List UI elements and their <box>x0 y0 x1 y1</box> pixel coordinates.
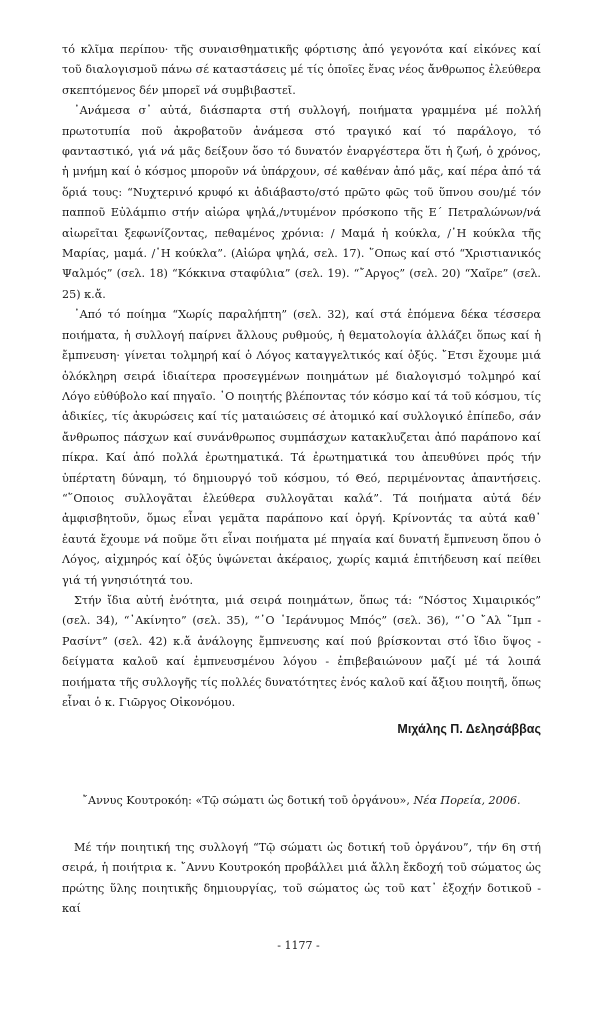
review-journal: Νέα Πορεία, 2006. <box>413 793 521 807</box>
signature: Μιχάλης Π. Δελησάββας <box>397 722 541 737</box>
review-heading <box>62 792 541 810</box>
paragraph-4: Στήν ἴδια αὐτή ἑνότητα, μιά σειρά ποιημάτων, ὅπως τά: “Νόστος Χιμαιρικός” (σελ. 34), “᾿Ακίνητο” (σελ. 35), “῾Ο ῾Ιεράνυμος Μπός” (σελ. 36), “῾Ο ῎Αλ ῞Ιμπ - Ρασίντ” (σελ. 42) κ.ἄ ἀνάλογης ἔμπνευσης καί πού βρίσκονται στό ἴδιο ὕψος - δείγματα καλοῦ καί ἐμπνευσμένου λόγου - ἐπιβεβαιώνουν μαζί μέ τά λοιπά ποιήματα τῆς συλλογῆς τίς πολλές δυνατότητες ἑνός καλοῦ καί ἄξιου ποιητῆ, ὅπως εἶναι ὁ κ. Γιῶργος Οἰκονόμου. <box>62 593 541 709</box>
page-number: - 1177 - <box>277 939 320 952</box>
paragraph-3: ᾿Από τό ποίημα “Χωρίς παραλήπτη” (σελ. 32), καί στά ἑπόμενα δέκα τέσσερα ποιήματα, ἡ συλλογή παίρνει ἄλλους ρυθμούς, ἡ θεματολογία ἀλλάζει ὅπως καί ἡ ἔμπνευση· γίνεται τολμηρή καί ὁ Λόγος καταγγελτικός καί ὀξύς. ῎Ετσι ἔχουμε μιά ὁλόκληρη σειρά ἰδιαίτερα προσεγμένων ποιημάτων μέ διαλογισμό τολμηρό καί Λόγο εὐθύβολο καί πηγαῖο. ῾Ο ποιητής βλέποντας τόν κόσμο καί τά τοῦ κόσμου, τίς ἀδικίες, τίς ἀκυρώσεις καί τίς ματαιώσεις σέ ἀτομικό καί συλλογικό ἐπίπεδο, σάν ἄνθρωπος πάσχων καί συνάνθρωπος συμπάσχων κατακλυζεται ἀπό παράπονο καί πίκρα. Καί ἀπό πολλά ἐρωτηματικά. Τά ἐρωτηματικά του ἀπευθύνει πρός τήν ὑπέρτατη δύναμη, τό δημιουργό τοῦ κόσμου, τό Θεό, περιμένοντας ἀπαντήσεις. “῞Οποιος συλλογᾶται ἐλεύθερα συλλογᾶται καλά”. Τά ποιήματα αὐτά δέν ἀμφισβητοῦν, ὅμως εἶναι γεμᾶτα παράπονο καί ὀργή. Κρίνοντάς τα αὐτά καθ᾿ ἑαυτά ἔχουμε νά ποῦμε ὅτι εἶναι ποιήματα μέ πηγαία καί δυνατή ἔμπνευση ὅπου ὁ Λόγος, αἰχμηρός καί ὀξύς ὑψώνεται ἀκέραιος, χωρίς καμιά ἐπιτήδευση καί πείθει γιά τή γνησιότητά του. <box>62 308 541 587</box>
page-body <box>62 40 541 919</box>
paragraph-2: ᾿Ανάμεσα σ᾿ αὐτά, διάσπαρτα στή συλλογή, ποιήματα γραμμένα μέ πολλή πρωτοτυπία ποῦ ἀκροβατοῦν ἀνάμεσα στό τραγικό καί τό παράλογο, τό φανταστικό, γιά νά μᾶς δείξουν ὅσο τό δυνατόν ἐναργέστερα ὅτι ἡ ζωή, ὁ χρόνος, ἡ μνήμη καί ὁ κόσμος μποροῦν νά ὑπάρχουν, σέ καθέναν ἀπό μᾶς, καί πέρα ἀπό τά ὅριά τους: “Νυχτερινό κρυφό κι ἀδιάβαστο/στό πρῶτο φῶς τοῦ ὕπνου σου/μέ τόν παπποῦ Εὐλάμπιο στήν αἰώρα ψηλά,/ντυμένον πρόσκοπο τῆς Ε΄ Πετραλώνων/νά αἰωρεῖται ξεφωνίζοντας, πεθαμένος χρόνια: / Μαμά ἡ κούκλα, /῾Η κούκλα τῆς Μαρίας, μαμά. /῾Η κούκλα”. (Αἰώρα ψηλά, σελ. 17). ῞Οπως καί στό “Χριστιανικός Ψαλμός” (σελ. 18) “Κόκκινα σταφύλια” (σελ. 19). “῎Αργος” (σελ. 20) “Χαῖρε” (σελ. 25) κ.ἄ. <box>62 104 541 301</box>
paragraph-1: τό κλῖμα περίπου· τῆς συναισθηματικῆς φόρτισης ἀπό γεγονότα καί εἰκόνες καί τοῦ διαλογισμοῦ πάνω σέ καταστάσεις μέ τίς ὁποῖες ἕνας νέος ἄνθρωπος ἐλεύθερα σκεπτόμενος δέν μπορεῖ νά συμβιβαστεῖ. <box>62 43 541 97</box>
review-author-title: ῎Αννυς Κουτροκόη: «Τῷ σώματι ὡς δοτική τοῦ ὀργάνου», <box>82 793 410 807</box>
intro-paragraph: Μέ τήν ποιητική της συλλογή “Τῷ σώματι ὡς δοτική τοῦ ὀργάνου”, τήν 6η στή σειρά, ἡ ποιήτρια κ. ῎Αννυ Κουτροκόη προβάλλει μιά ἄλλη ἔκδοχή τοῦ σώματος ὡς πρώτης ὕλης ποιητικῆς δημιουργίας, τοῦ σώματος ὡς τοῦ κατ᾿ ἐξοχήν δοτικοῦ - καί <box>62 840 541 916</box>
